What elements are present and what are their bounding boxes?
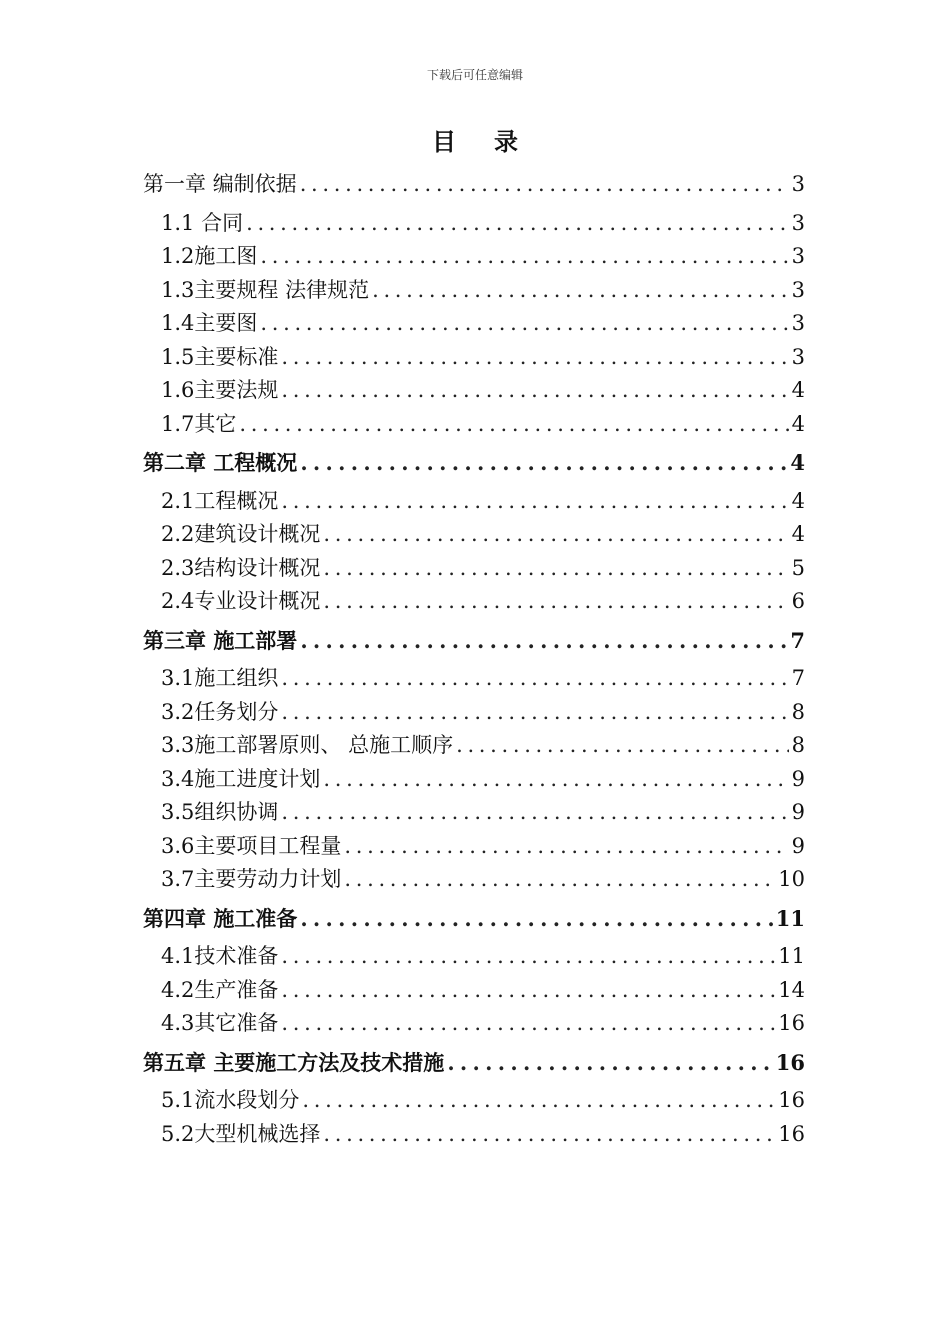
toc-entry-title: 主要施工方法及技术措施 bbox=[213, 1050, 445, 1075]
toc-entry-number: 5.1 bbox=[161, 1088, 195, 1113]
toc-section-entry[interactable] bbox=[143, 1118, 805, 1152]
toc-section-entry[interactable] bbox=[143, 830, 805, 864]
toc-page-number: 4 bbox=[791, 378, 805, 403]
toc-entry-label bbox=[143, 441, 297, 486]
dot-leader bbox=[300, 897, 772, 941]
dot-leader bbox=[260, 240, 788, 274]
toc-entry-title: 其它准备 bbox=[194, 1011, 279, 1036]
dot-leader bbox=[323, 552, 788, 586]
toc-entry-label bbox=[143, 163, 297, 207]
toc-entry-label bbox=[161, 863, 341, 897]
toc-section-entry[interactable] bbox=[143, 940, 805, 974]
toc-page-number: 4 bbox=[790, 450, 805, 476]
toc-entry-number: 1.5 bbox=[161, 344, 195, 369]
dot-leader bbox=[281, 796, 788, 830]
toc-entry-label bbox=[161, 207, 243, 241]
toc-section-entry[interactable] bbox=[143, 307, 805, 341]
toc-section-entry[interactable] bbox=[143, 408, 805, 442]
toc-entry-label bbox=[161, 662, 278, 696]
toc-page-number: 4 bbox=[791, 411, 805, 436]
toc-section-entry[interactable] bbox=[143, 585, 805, 619]
toc-section-entry[interactable] bbox=[143, 274, 805, 308]
dot-leader bbox=[246, 207, 789, 241]
toc-chapter-entry[interactable] bbox=[143, 619, 805, 663]
toc-page-number: 7 bbox=[791, 666, 805, 691]
toc-entry-label bbox=[161, 274, 369, 308]
toc-page-number: 3 bbox=[791, 311, 805, 336]
toc-entry-number: 2.2 bbox=[161, 522, 195, 547]
toc-entry-label bbox=[161, 830, 341, 864]
dot-leader bbox=[281, 696, 788, 730]
dot-leader bbox=[281, 662, 788, 696]
toc-page-number: 11 bbox=[775, 905, 805, 931]
toc-entry-title: 编制依据 bbox=[212, 172, 297, 196]
dot-leader bbox=[323, 1118, 775, 1152]
toc-entry-title: 施工组织 bbox=[194, 666, 279, 691]
toc-entry-label bbox=[161, 763, 320, 797]
toc-section-entry[interactable] bbox=[143, 1084, 805, 1118]
toc-section-entry[interactable] bbox=[143, 374, 805, 408]
dot-leader bbox=[372, 274, 789, 308]
toc-page-number: 14 bbox=[778, 977, 805, 1002]
toc-entry-number: 1.2 bbox=[161, 244, 195, 269]
toc-entry-label bbox=[161, 1118, 320, 1152]
toc-entry-number: 1.4 bbox=[161, 311, 195, 336]
toc-entry-label bbox=[161, 485, 278, 519]
toc-entry-number: 1.3 bbox=[161, 277, 195, 302]
toc-entry-label bbox=[161, 796, 278, 830]
toc-entry-title: 施工准备 bbox=[213, 906, 298, 931]
toc-page-number: 9 bbox=[791, 833, 805, 858]
toc-entry-title: 主要图 bbox=[194, 311, 258, 336]
toc-section-entry[interactable] bbox=[143, 974, 805, 1008]
toc-entry-label bbox=[161, 1084, 299, 1118]
toc-entry-title: 其它 bbox=[194, 411, 237, 436]
dot-leader bbox=[344, 863, 775, 897]
toc-chapter-entry[interactable] bbox=[143, 897, 805, 941]
toc-page-number: 8 bbox=[791, 699, 805, 724]
dot-leader bbox=[456, 729, 789, 763]
table-of-contents bbox=[143, 163, 805, 1151]
toc-entry-label bbox=[161, 585, 320, 619]
toc-entry-label bbox=[161, 240, 257, 274]
toc-entry-number: 3.6 bbox=[161, 833, 195, 858]
toc-entry-number: 第一章 bbox=[143, 172, 206, 196]
toc-entry-label bbox=[161, 374, 278, 408]
toc-entry-label bbox=[161, 696, 278, 730]
toc-section-entry[interactable] bbox=[143, 796, 805, 830]
toc-chapter-entry[interactable] bbox=[143, 441, 805, 485]
toc-entry-label bbox=[161, 729, 453, 763]
toc-entry-number: 第四章 bbox=[143, 905, 206, 931]
toc-entry-label bbox=[143, 897, 297, 942]
dot-leader bbox=[281, 940, 775, 974]
toc-entry-title: 合同 bbox=[201, 210, 244, 235]
page-header: 下载后可任意编辑 bbox=[426, 68, 523, 82]
toc-page-number: 16 bbox=[778, 1121, 805, 1146]
toc-page-number: 7 bbox=[790, 627, 805, 653]
dot-leader bbox=[447, 1041, 772, 1085]
toc-entry-number: 3.5 bbox=[161, 800, 195, 825]
toc-entry-title: 专业设计概况 bbox=[194, 589, 321, 614]
toc-entry-number: 4.3 bbox=[161, 1011, 195, 1036]
toc-page-number: 3 bbox=[791, 210, 805, 235]
toc-entry-number: 第五章 bbox=[143, 1049, 206, 1075]
toc-section-entry[interactable] bbox=[143, 207, 805, 241]
dot-leader bbox=[302, 1084, 775, 1118]
dot-leader bbox=[260, 307, 788, 341]
toc-entry-number: 2.3 bbox=[161, 555, 195, 580]
toc-entry-title: 施工进度计划 bbox=[194, 766, 321, 791]
toc-entry-title: 流水段划分 bbox=[194, 1088, 300, 1113]
toc-section-entry[interactable] bbox=[143, 662, 805, 696]
toc-entry-title: 施工部署 bbox=[213, 628, 298, 653]
toc-entry-title: 组织协调 bbox=[194, 800, 279, 825]
toc-page-number: 3 bbox=[791, 344, 805, 369]
toc-entry-title: 工程概况 bbox=[213, 451, 298, 476]
toc-page-number: 3 bbox=[791, 277, 805, 302]
toc-entry-number: 3.2 bbox=[161, 699, 195, 724]
toc-entry-title: 施工部署原则、 总施工顺序 bbox=[194, 733, 454, 758]
toc-section-entry[interactable] bbox=[143, 552, 805, 586]
toc-section-entry[interactable] bbox=[143, 763, 805, 797]
toc-entry-title: 工程概况 bbox=[194, 488, 279, 513]
toc-entry-number: 2.1 bbox=[161, 488, 195, 513]
toc-section-entry[interactable] bbox=[143, 1007, 805, 1041]
toc-page-number: 10 bbox=[778, 867, 805, 892]
toc-entry-title: 主要规程 法律规范 bbox=[194, 277, 370, 302]
toc-entry-number: 3.1 bbox=[161, 666, 195, 691]
dot-leader bbox=[300, 441, 787, 485]
toc-section-entry[interactable] bbox=[143, 863, 805, 897]
dot-leader bbox=[344, 830, 788, 864]
toc-entry-number: 4.1 bbox=[161, 944, 195, 969]
toc-page-number: 4 bbox=[791, 488, 805, 513]
toc-entry-label bbox=[161, 974, 278, 1008]
toc-entry-title: 主要标准 bbox=[194, 344, 279, 369]
toc-chapter-entry[interactable] bbox=[143, 163, 805, 207]
toc-entry-label bbox=[161, 518, 320, 552]
toc-entry-number: 3.3 bbox=[161, 733, 195, 758]
toc-entry-title: 大型机械选择 bbox=[194, 1121, 321, 1146]
toc-entry-title: 生产准备 bbox=[194, 977, 279, 1002]
toc-section-entry[interactable] bbox=[143, 518, 805, 552]
dot-leader bbox=[281, 341, 788, 375]
toc-entry-title: 建筑设计概况 bbox=[194, 522, 321, 547]
toc-page-number: 9 bbox=[791, 800, 805, 825]
toc-entry-label bbox=[143, 1041, 444, 1086]
dot-leader bbox=[281, 374, 788, 408]
toc-entry-label bbox=[161, 307, 257, 341]
toc-entry-label bbox=[143, 619, 297, 664]
toc-section-entry[interactable] bbox=[143, 240, 805, 274]
toc-entry-title: 结构设计概况 bbox=[194, 555, 321, 580]
toc-entry-label bbox=[161, 341, 278, 375]
toc-entry-label bbox=[161, 552, 320, 586]
dot-leader bbox=[281, 974, 775, 1008]
toc-section-entry[interactable] bbox=[143, 485, 805, 519]
dot-leader bbox=[281, 1007, 775, 1041]
toc-entry-number: 1.1 bbox=[161, 210, 195, 235]
toc-entry-title: 主要项目工程量 bbox=[194, 833, 342, 858]
toc-entry-number: 第二章 bbox=[143, 450, 206, 476]
toc-page-number: 4 bbox=[791, 522, 805, 547]
toc-page-number: 6 bbox=[791, 589, 805, 614]
toc-page-number: 16 bbox=[775, 1049, 805, 1075]
toc-entry-label bbox=[161, 408, 236, 442]
toc-page-number: 8 bbox=[791, 733, 805, 758]
toc-page-number: 16 bbox=[778, 1088, 805, 1113]
toc-entry-title: 任务划分 bbox=[194, 699, 279, 724]
toc-section-entry[interactable] bbox=[143, 696, 805, 730]
toc-entry-number: 2.4 bbox=[161, 589, 195, 614]
toc-entry-number: 4.2 bbox=[161, 977, 195, 1002]
toc-section-entry[interactable] bbox=[143, 341, 805, 375]
toc-page-number: 16 bbox=[778, 1011, 805, 1036]
toc-entry-title: 主要劳动力计划 bbox=[194, 867, 342, 892]
toc-entry-number: 1.7 bbox=[161, 411, 195, 436]
toc-section-entry[interactable] bbox=[143, 729, 805, 763]
page-title: 目录 bbox=[432, 128, 556, 156]
toc-entry-number: 3.4 bbox=[161, 766, 195, 791]
toc-page-number: 3 bbox=[791, 172, 805, 196]
toc-entry-number: 1.6 bbox=[161, 378, 195, 403]
dot-leader bbox=[239, 408, 788, 442]
toc-entry-number: 第三章 bbox=[143, 627, 206, 653]
toc-entry-title: 主要法规 bbox=[194, 378, 279, 403]
toc-page-number: 9 bbox=[791, 766, 805, 791]
toc-page-number: 5 bbox=[791, 555, 805, 580]
dot-leader bbox=[323, 518, 788, 552]
dot-leader bbox=[300, 619, 787, 663]
toc-chapter-entry[interactable] bbox=[143, 1041, 805, 1085]
toc-entry-number: 3.7 bbox=[161, 867, 195, 892]
dot-leader bbox=[300, 163, 789, 207]
dot-leader bbox=[323, 763, 788, 797]
toc-page-number: 11 bbox=[778, 944, 805, 969]
dot-leader bbox=[281, 485, 788, 519]
toc-entry-number: 5.2 bbox=[161, 1121, 195, 1146]
toc-entry-label bbox=[161, 1007, 278, 1041]
toc-page-number: 3 bbox=[791, 244, 805, 269]
toc-entry-label bbox=[161, 940, 278, 974]
toc-entry-title: 施工图 bbox=[194, 244, 258, 269]
toc-entry-title: 技术准备 bbox=[194, 944, 279, 969]
dot-leader bbox=[323, 585, 788, 619]
